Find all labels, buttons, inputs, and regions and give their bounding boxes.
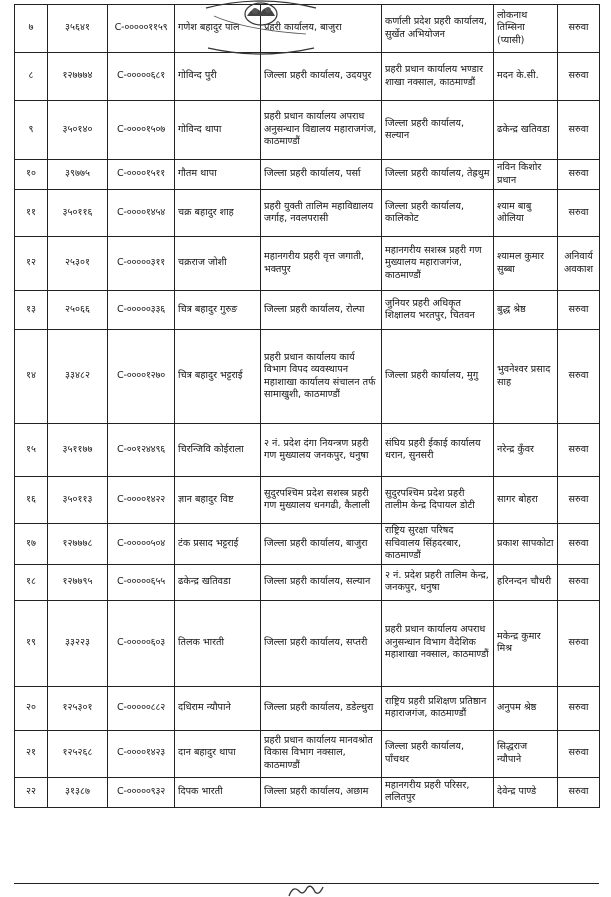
- employee-id-cell: १२७७९५: [48, 564, 108, 600]
- table-row: [15, 5, 600, 53]
- new-office-cell: जिल्ला प्रहरी कार्यालय, कालिकोट: [382, 190, 494, 237]
- table-row: [15, 330, 600, 424]
- replacement-name-cell: सिद्धराज न्यौपाने: [494, 730, 558, 777]
- current-office-cell: जिल्ला प्रहरी कार्यालय, रोल्पा: [261, 291, 382, 330]
- new-office-cell: जिल्ला प्रहरी कार्यालय, मुगु: [382, 330, 494, 424]
- table-row: [15, 291, 600, 330]
- code-number-cell: C-०००००३११: [108, 237, 175, 291]
- new-office-cell: प्रहरी प्रधान कार्यालय अपराध अनुसन्धान विभाग वैदेशिक महाशाखा नक्साल, काठमाण्डौं: [382, 600, 494, 686]
- code-number-cell: C-०००००६८१: [108, 53, 175, 101]
- code-number-cell: C-००००१४२२: [108, 477, 175, 524]
- table-row: [15, 101, 600, 160]
- replacement-name-cell: अनुपम श्रेष्ठ: [494, 686, 558, 730]
- table-row: [15, 600, 600, 686]
- remark-cell: सरुवा: [558, 600, 600, 686]
- employee-id-cell: ३३२२३: [48, 600, 108, 686]
- employee-id-cell: १२७७७८: [48, 524, 108, 565]
- person-name-cell: गोविन्द थापा: [175, 101, 261, 160]
- person-name-cell: दान बहादुर थापा: [175, 730, 261, 777]
- initials-signature: [283, 884, 329, 897]
- code-number-cell: C-०००००३३६: [108, 291, 175, 330]
- replacement-name-cell: नरेन्द्र कुँवर: [494, 424, 558, 477]
- serial-number-cell: १३: [15, 291, 48, 330]
- table-row: [15, 730, 600, 777]
- current-office-cell: २ नं. प्रदेश दंगा नियन्त्रण प्रहरी गण मुख्यालय जनकपुर, धनुषा: [261, 424, 382, 477]
- current-office-cell: प्रहरी प्रधान कार्यालय अपराध अनुसन्धान विद्यालय महाराजगंज, काठमाण्डौं: [261, 101, 382, 160]
- employee-id-cell: ३५०११३: [48, 477, 108, 524]
- code-number-cell: C-००००१५११: [108, 160, 175, 190]
- person-name-cell: चिरन्जिवि कोईराला: [175, 424, 261, 477]
- person-name-cell: गोविन्द पुरी: [175, 53, 261, 101]
- replacement-name-cell: श्याम बाबु ओलिया: [494, 190, 558, 237]
- person-name-cell: चक्र बहादुर शाह: [175, 190, 261, 237]
- code-number-cell: C-००००१२७०: [108, 330, 175, 424]
- current-office-cell: प्रहरी प्रधान कार्यालय मानवश्रोत विकास विभाग नक्साल, काठमाण्डौं: [261, 730, 382, 777]
- new-office-cell: २ नं. प्रदेश प्रहरी तालिम केन्द्र, जनकपुर, धनुषा: [382, 564, 494, 600]
- replacement-name-cell: बुद्ध श्रेष्ठ: [494, 291, 558, 330]
- code-number-cell: C-०००००८८२: [108, 686, 175, 730]
- serial-number-cell: ११: [15, 190, 48, 237]
- serial-number-cell: २२: [15, 777, 48, 807]
- current-office-cell: प्रहरी युक्ती तालिम महाविद्यालय जर्गाह, नवलपरासी: [261, 190, 382, 237]
- person-name-cell: गणेश बहादुर पाल: [175, 5, 261, 53]
- code-number-cell: C-०००००५०४: [108, 524, 175, 565]
- remark-cell: सरुवा: [558, 291, 600, 330]
- serial-number-cell: ८: [15, 53, 48, 101]
- table-row: [15, 524, 600, 565]
- new-office-cell: राष्ट्रिय प्रहरी प्रशिक्षण प्रतिष्ठान महाराजगंज, काठमाण्डौं: [382, 686, 494, 730]
- table-row: [15, 160, 600, 190]
- new-office-cell: संघिय प्रहरी ईकाई कार्यालय धरान, सुनसरी: [382, 424, 494, 477]
- current-office-cell: महानगरीय प्रहरी वृत्त जगाती, भक्तपुर: [261, 237, 382, 291]
- remark-cell: सरुवा: [558, 160, 600, 190]
- serial-number-cell: ७: [15, 5, 48, 53]
- new-office-cell: महानगरीय प्रहरी परिसर, ललितपुर: [382, 777, 494, 807]
- employee-id-cell: ३५०१४०: [48, 101, 108, 160]
- new-office-cell: राष्ट्रिय सुरक्षा परिषद सचिवालय सिंहदरबार, काठमाण्डौं: [382, 524, 494, 565]
- new-office-cell: जिल्ला प्रहरी कार्यालय, पाँचथर: [382, 730, 494, 777]
- employee-id-cell: ३५६४१: [48, 5, 108, 53]
- new-office-cell: जिल्ला प्रहरी कार्यालय, सल्यान: [382, 101, 494, 160]
- remark-cell: सरुवा: [558, 477, 600, 524]
- table-row: [15, 777, 600, 807]
- current-office-cell: प्रहरी कार्यालय, बाजुरा: [261, 5, 382, 53]
- table-row: [15, 190, 600, 237]
- serial-number-cell: १०: [15, 160, 48, 190]
- current-office-cell: जिल्ला प्रहरी कार्यालय, सप्तरी: [261, 600, 382, 686]
- remark-cell: सरुवा: [558, 524, 600, 565]
- replacement-name-cell: मकेन्द्र कुमार मिश्र: [494, 600, 558, 686]
- replacement-name-cell: श्यामल कुमार सुब्बा: [494, 237, 558, 291]
- replacement-name-cell: प्रकाश सापकोटा: [494, 524, 558, 565]
- employee-id-cell: १२५३०१: [48, 686, 108, 730]
- current-office-cell: जिल्ला प्रहरी कार्यालय, डडेल्धुरा: [261, 686, 382, 730]
- employee-id-cell: २५३०१: [48, 237, 108, 291]
- employee-id-cell: ३५०११६: [48, 190, 108, 237]
- remark-cell: सरुवा: [558, 101, 600, 160]
- employee-id-cell: ३९७७५: [48, 160, 108, 190]
- code-number-cell: C-००००१५०७: [108, 101, 175, 160]
- remark-cell: सरुवा: [558, 730, 600, 777]
- code-number-cell: C-००१२४४९६: [108, 424, 175, 477]
- table-row: [15, 424, 600, 477]
- employee-id-cell: १२५२६८: [48, 730, 108, 777]
- serial-number-cell: १९: [15, 600, 48, 686]
- person-name-cell: चित्र बहादुर भट्टराई: [175, 330, 261, 424]
- replacement-name-cell: भुवनेश्वर प्रसाद साह: [494, 330, 558, 424]
- current-office-cell: सुदुरपश्चिम प्रदेश सशस्त्र प्रहरी गण मुख्यालय धनगढी, कैलाली: [261, 477, 382, 524]
- serial-number-cell: ९: [15, 101, 48, 160]
- remark-cell: सरुवा: [558, 190, 600, 237]
- replacement-name-cell: हरिनन्दन चौधरी: [494, 564, 558, 600]
- current-office-cell: जिल्ला प्रहरी कार्यालय, उदयपुर: [261, 53, 382, 101]
- replacement-name-cell: ढकेन्द्र खतिवडा: [494, 101, 558, 160]
- current-office-cell: जिल्ला प्रहरी कार्यालय, पर्सा: [261, 160, 382, 190]
- code-number-cell: C-०००००९३२: [108, 777, 175, 807]
- code-number-cell: C-०००००६०३: [108, 600, 175, 686]
- current-office-cell: प्रहरी प्रधान कार्यालय कार्य विभाग विपद व्यवस्थापन महाशाखा कार्यालय संचालन तर्फ सामाखुशी, काठमाण्डौं: [261, 330, 382, 424]
- current-office-cell: जिल्ला प्रहरी कार्यालय, सल्यान: [261, 564, 382, 600]
- table-row: [15, 686, 600, 730]
- remark-cell: सरुवा: [558, 686, 600, 730]
- replacement-name-cell: मदन के.सी.: [494, 53, 558, 101]
- remark-cell: सरुवा: [558, 564, 600, 600]
- remark-cell: अनिवार्य अवकाश: [558, 237, 600, 291]
- code-number-cell: C-०००००११५९: [108, 5, 175, 53]
- employee-id-cell: ३३४८२: [48, 330, 108, 424]
- code-number-cell: C-००००१४५४: [108, 190, 175, 237]
- employee-id-cell: १२७७७४: [48, 53, 108, 101]
- serial-number-cell: १२: [15, 237, 48, 291]
- code-number-cell: C-००००१४२३: [108, 730, 175, 777]
- serial-number-cell: २०: [15, 686, 48, 730]
- employee-id-cell: ३५११७७: [48, 424, 108, 477]
- serial-number-cell: १५: [15, 424, 48, 477]
- replacement-name-cell: लोकनाथ तिम्सिना (प्यासी): [494, 5, 558, 53]
- employee-id-cell: ३१३८७: [48, 777, 108, 807]
- current-office-cell: जिल्ला प्रहरी कार्यालय, बाजुरा: [261, 524, 382, 565]
- new-office-cell: जुनियर प्रहरी अधिकृत शिक्षालय भरतपुर, चितवन: [382, 291, 494, 330]
- serial-number-cell: २१: [15, 730, 48, 777]
- remark-cell: सरुवा: [558, 330, 600, 424]
- new-office-cell: महानगरीय सशस्त्र प्रहरी गण मुख्यालय महाराजगंज, काठमाण्डौं: [382, 237, 494, 291]
- serial-number-cell: १८: [15, 564, 48, 600]
- person-name-cell: चक्रराज जोशी: [175, 237, 261, 291]
- replacement-name-cell: नविन किशोर प्रधान: [494, 160, 558, 190]
- replacement-name-cell: सागर बोहरा: [494, 477, 558, 524]
- remark-cell: सरुवा: [558, 424, 600, 477]
- table-row: [15, 564, 600, 600]
- new-office-cell: सुदुरपश्चिम प्रदेश प्रहरी तालीम केन्द्र दिपायल डोटी: [382, 477, 494, 524]
- remark-cell: सरुवा: [558, 53, 600, 101]
- serial-number-cell: १६: [15, 477, 48, 524]
- person-name-cell: दिपक भारती: [175, 777, 261, 807]
- employee-id-cell: २५०६६: [48, 291, 108, 330]
- table-row: [15, 53, 600, 101]
- remark-cell: सरुवा: [558, 777, 600, 807]
- person-name-cell: चित्र बहादुर गुरुङ: [175, 291, 261, 330]
- new-office-cell: कर्णाली प्रदेश प्रहरी कार्यालय, सुर्खेत अभियोजन: [382, 5, 494, 53]
- new-office-cell: जिल्ला प्रहरी कार्यालय, तेह्रथुम: [382, 160, 494, 190]
- person-name-cell: ज्ञान बहादुर विष्ट: [175, 477, 261, 524]
- table-row: [15, 477, 600, 524]
- serial-number-cell: १७: [15, 524, 48, 565]
- code-number-cell: C-०००००६५५: [108, 564, 175, 600]
- person-name-cell: तिलक भारती: [175, 600, 261, 686]
- footer-rule: [14, 883, 599, 884]
- person-name-cell: टंक प्रसाद भट्टराई: [175, 524, 261, 565]
- replacement-name-cell: देवेन्द्र पाण्डे: [494, 777, 558, 807]
- person-name-cell: गौतम थापा: [175, 160, 261, 190]
- current-office-cell: जिल्ला प्रहरी कार्यालय, अछाम: [261, 777, 382, 807]
- serial-number-cell: १४: [15, 330, 48, 424]
- remark-cell: सरुवा: [558, 5, 600, 53]
- person-name-cell: दधिराम न्यौपाने: [175, 686, 261, 730]
- transfer-list-table: [14, 4, 600, 808]
- new-office-cell: प्रहरी प्रधान कार्यालय भण्डार शाखा नक्साल, काठमाण्डौं: [382, 53, 494, 101]
- person-name-cell: ढकेन्द्र खतिवडा: [175, 564, 261, 600]
- table-row: [15, 237, 600, 291]
